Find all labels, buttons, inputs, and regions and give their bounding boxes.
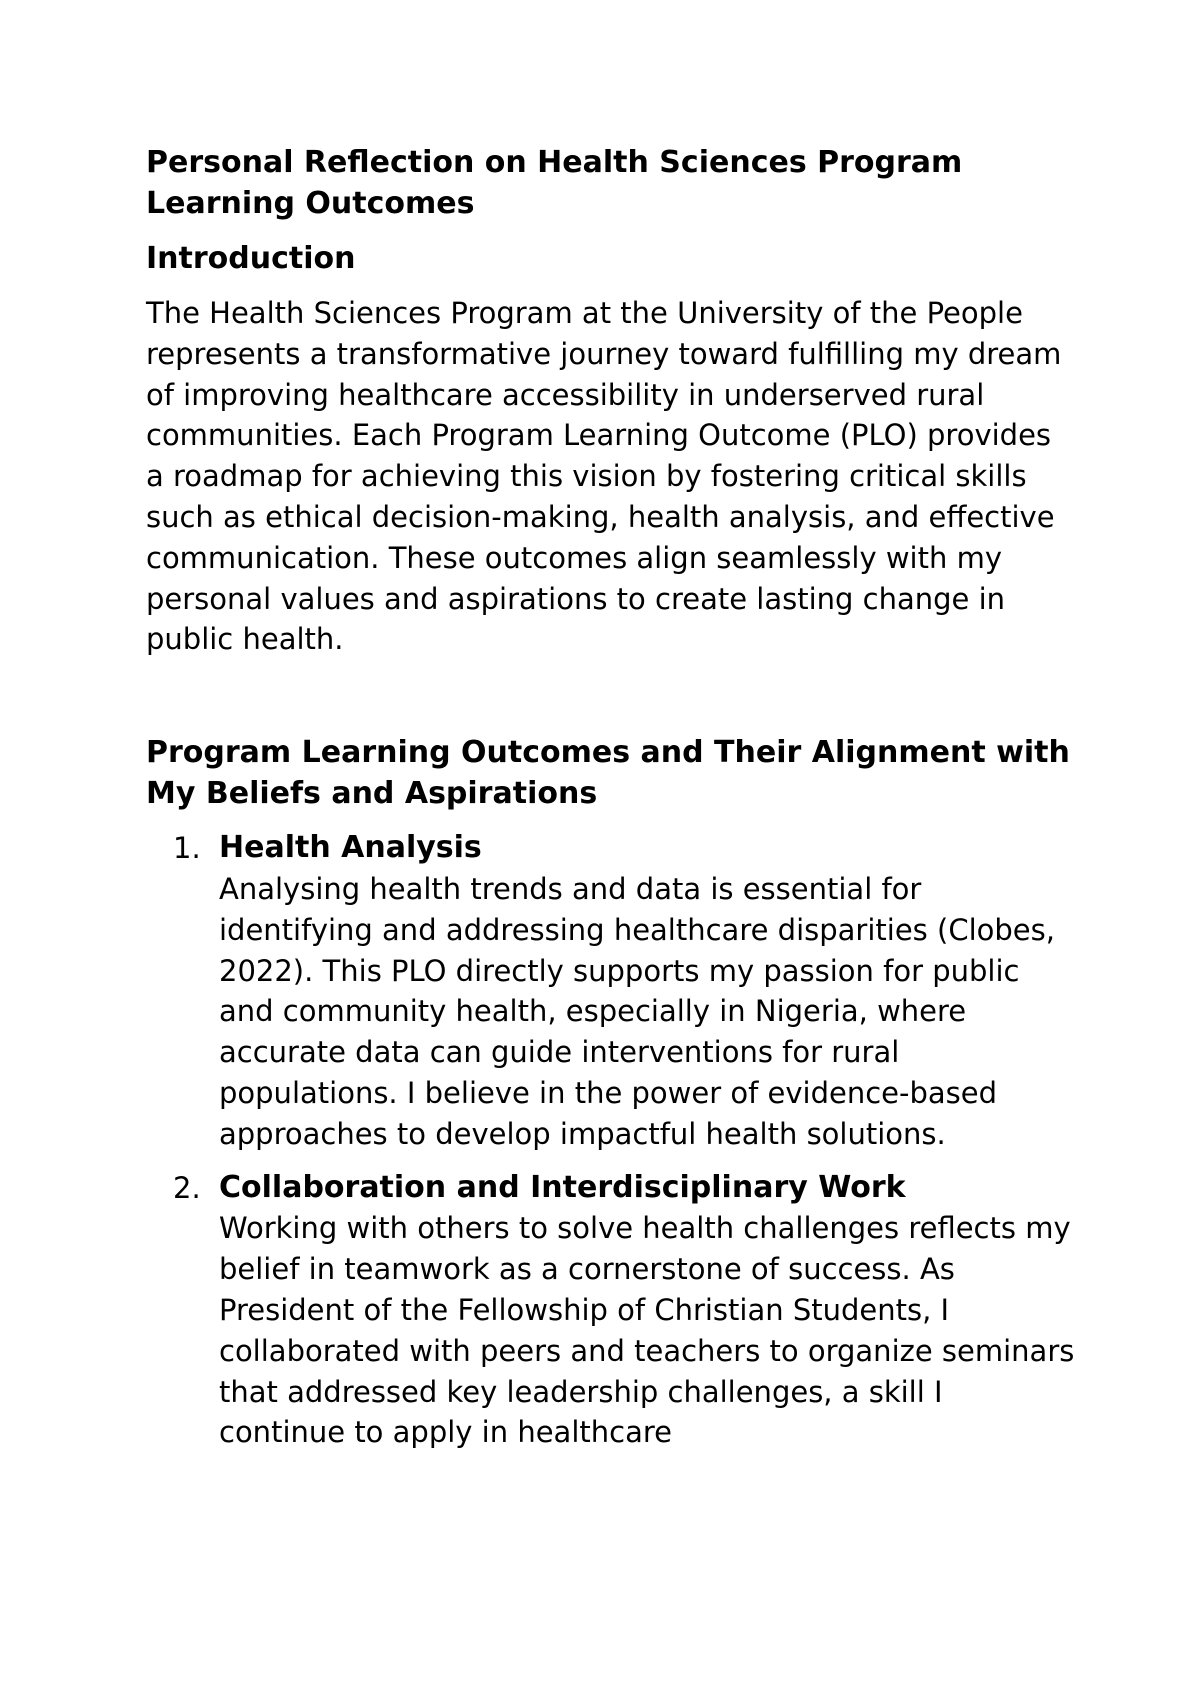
plo-item-title: Health Analysis — [219, 830, 482, 866]
document-page — [146, 142, 1076, 1466]
plo-item-collaboration — [146, 1168, 1076, 1454]
plo-item-title: Collaboration and Interdisciplinary Work — [219, 1169, 906, 1205]
document-title: Personal Reflection on Health Sciences Program Learning Outcomes — [146, 145, 963, 221]
plo-item-body: Analysing health trends and data is essential for identifying and addressing healthcare disparities (Clobes, 2022). This PLO directly supports my passion for public and community health, especially in Nigeria, where accurate data can guide interventions for rural populations. I believe in the power of evidence-based approaches to develop impactful health solutions. — [219, 871, 1055, 1151]
plo-item-number: 1. — [173, 831, 201, 866]
plo-item-number: 2. — [173, 1170, 201, 1205]
introduction-heading: Introduction — [146, 241, 356, 276]
plo-list — [146, 828, 1076, 1453]
plo-item-health-analysis — [146, 828, 1076, 1154]
plo-item-body: Working with others to solve health challenges reflects my belief in teamwork as a cornerstone of success. As President of the Fellowship of Christian Students, I collaborated with peers and teachers to organize seminars that addressed key leadership challenges, a skill I continue to apply in healthcare — [219, 1211, 1075, 1450]
plo-section-heading: Program Learning Outcomes and Their Alignment with My Beliefs and Aspirations — [146, 735, 1070, 812]
introduction-paragraph: The Health Sciences Program at the University of the People represents a transformative journey toward fulfilling my dream of improving healthcare accessibility in underserved rural communities. Each Program Learning Outcome (PLO) provides a roadmap for achieving this vision by fostering critical skills such as ethical decision-making, health analysis, and effective communication. These outcomes align seamlessly with my personal values and aspirations to create lasting change in public health. — [146, 296, 1062, 657]
